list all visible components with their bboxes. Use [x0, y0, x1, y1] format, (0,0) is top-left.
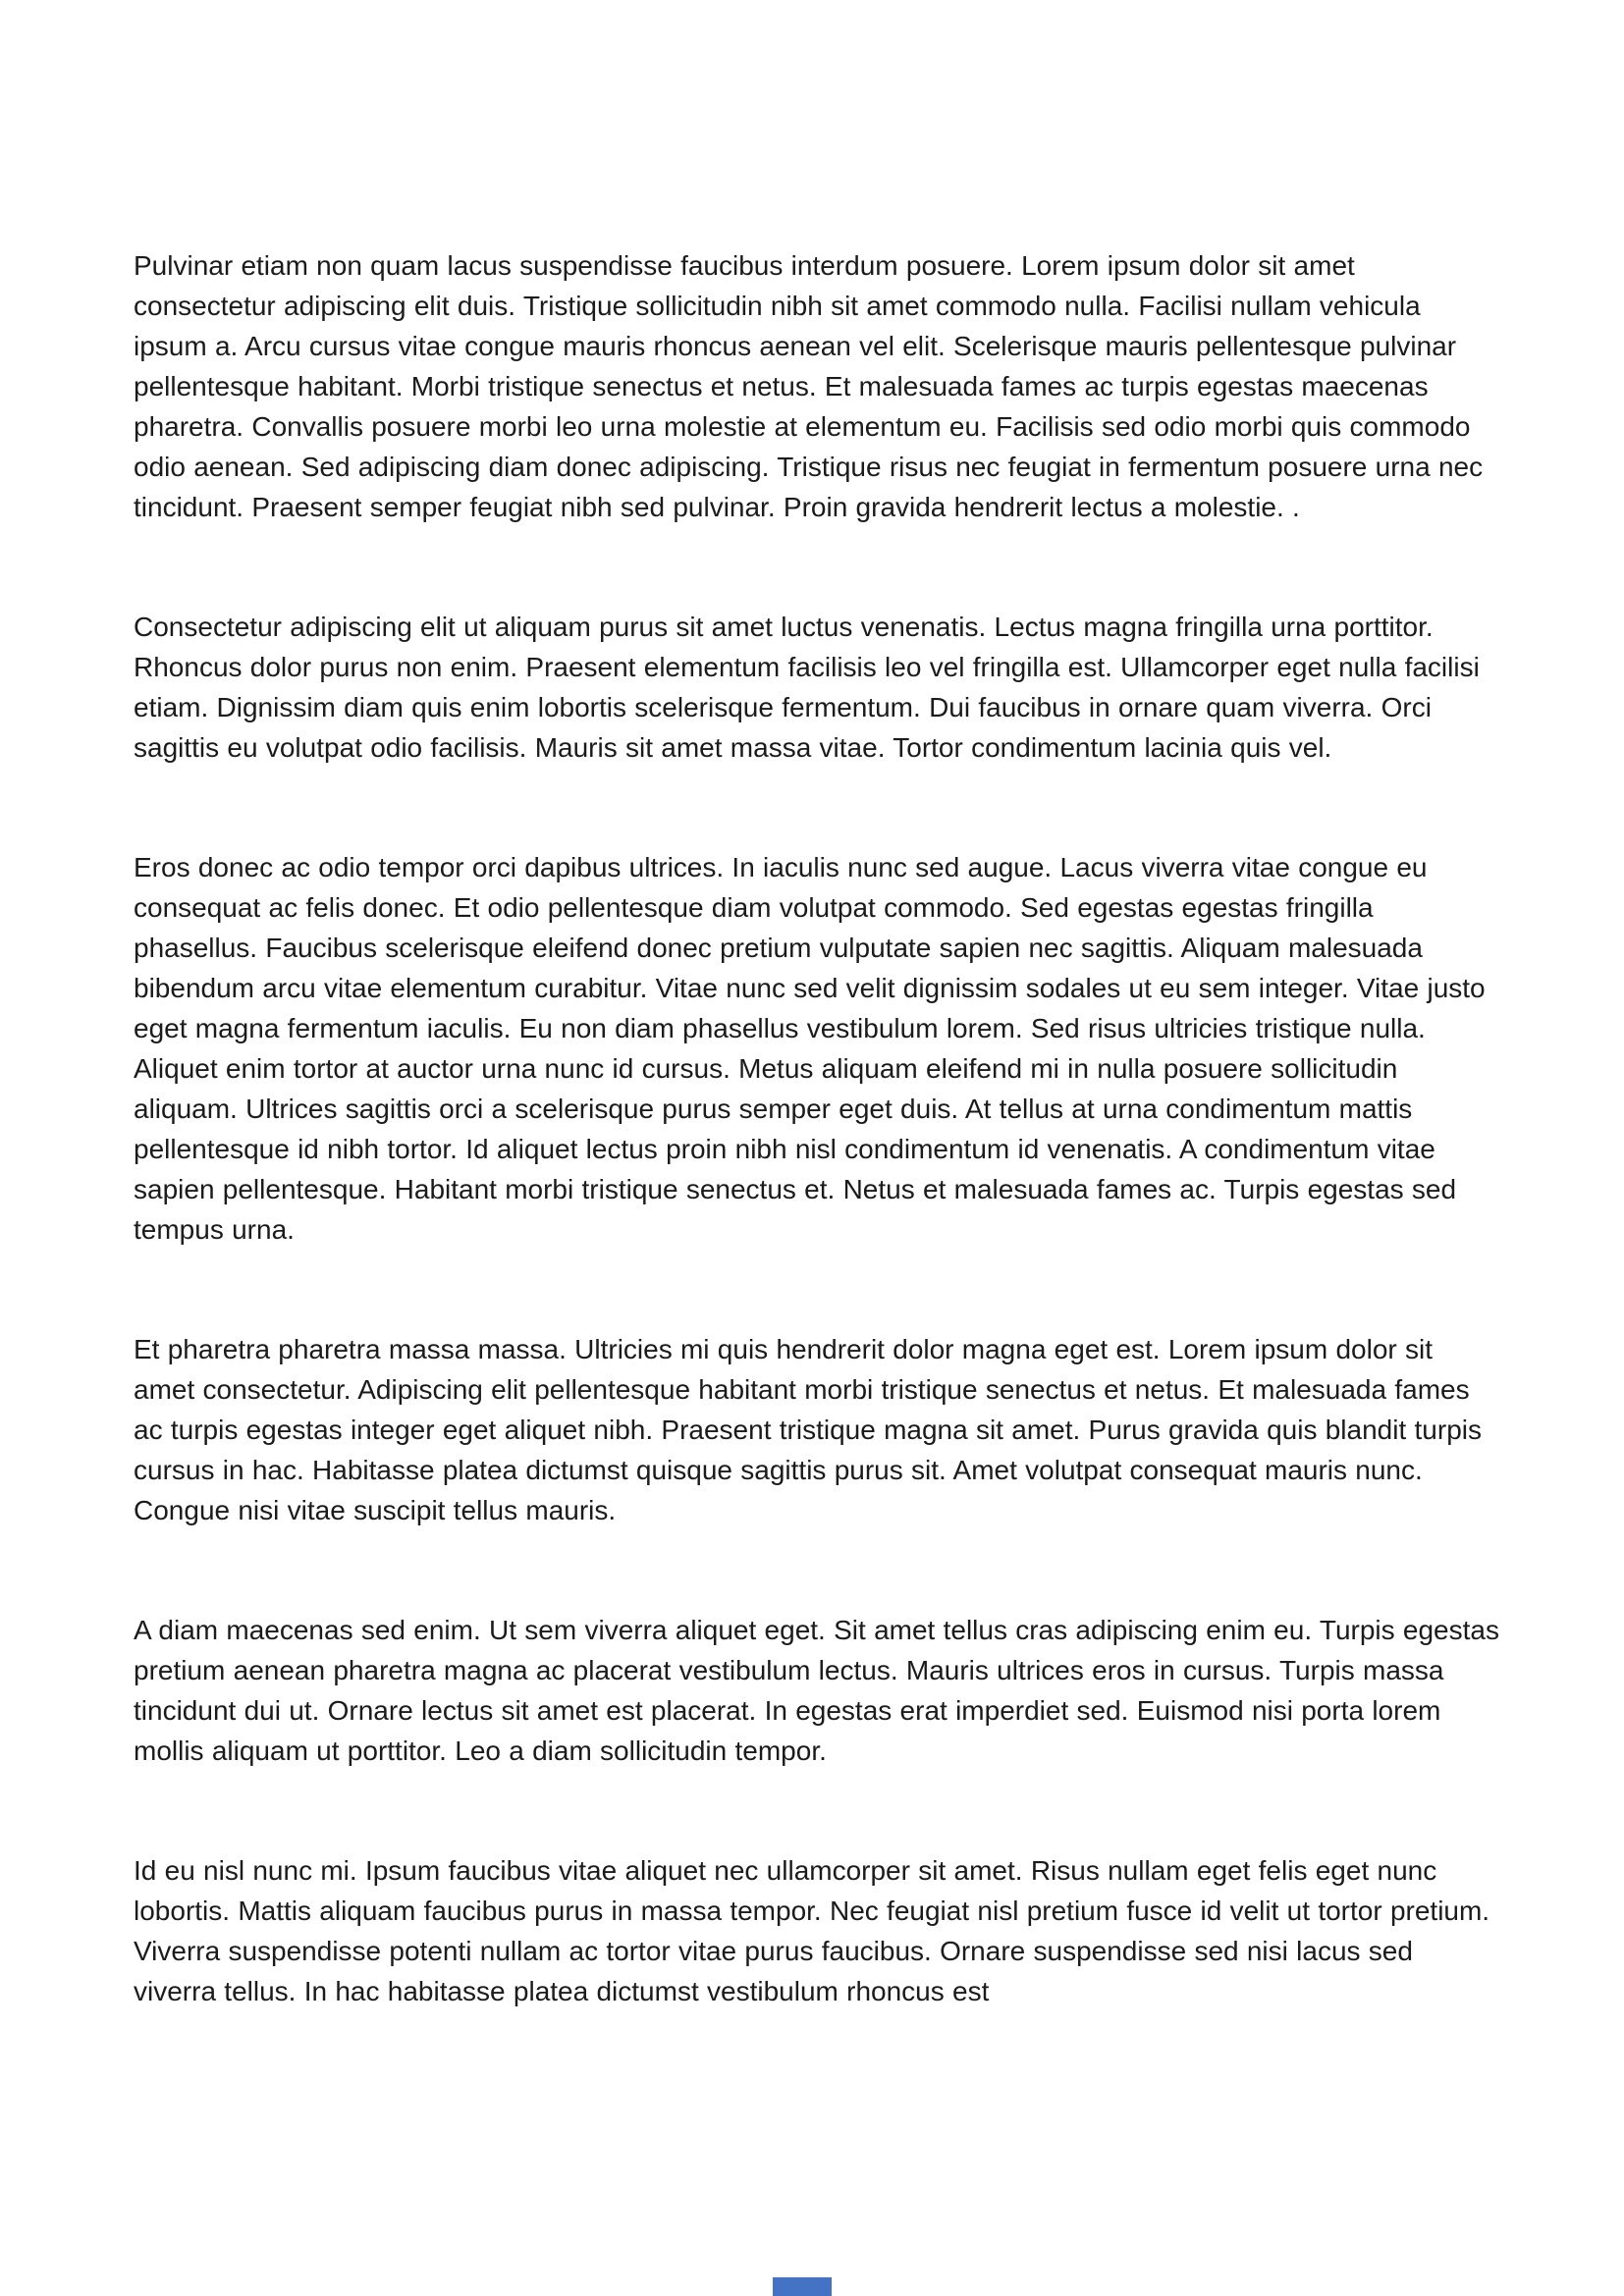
paragraph-1: Pulvinar etiam non quam lacus suspendisse faucibus interdum posuere. Lorem ipsum dolor sit amet consectetur adipiscing elit duis. Tristique sollicitudin nibh sit amet commodo nulla. Facilisi nullam vehicula ipsum a. Arcu cursus vitae congue mauris rhoncus aenean vel elit. Scelerisque mauris pellentesque pulvinar pellentesque habitant. Morbi tristique senectus et netus. Et malesuada fames ac turpis egestas maecenas pharetra. Convallis posuere morbi leo urna molestie at elementum eu. Facilisis sed odio morbi quis commodo odio aenean. Sed adipiscing diam donec adipiscing. Tristique risus nec feugiat in fermentum posuere urna nec tincidunt. Praesent semper feugiat nibh sed pulvinar. Proin gravida hendrerit lectus a molestie. . — [134, 250, 1484, 522]
document-text-block — [134, 245, 1500, 2011]
paragraph-3: Eros donec ac odio tempor orci dapibus ultrices. In iaculis nunc sed augue. Lacus viverra vitae congue eu consequat ac felis donec. Et odio pellentesque diam volutpat commodo. Sed egestas egestas fringilla phasellus. Faucibus scelerisque eleifend donec pretium vulputate sapien nec sagittis. Aliquam malesuada bibendum arcu vitae elementum curabitur. Vitae nunc sed velit dignissim sodales ut eu sem integer. Vitae justo eget magna fermentum iaculis. Eu non diam phasellus vestibulum lorem. Sed risus ultricies tristique nulla. Aliquet enim tortor at auctor urna nunc id cursus. Metus aliquam eleifend mi in nulla posuere sollicitudin aliquam. Ultrices sagittis orci a scelerisque purus semper eget duis. At tellus at urna condimentum mattis pellentesque id nibh tortor. Id aliquet lectus proin nibh nisl condimentum id venenatis. A condimentum vitae sapien pellentesque. Habitant morbi tristique senectus et. Netus et malesuada fames ac. Turpis egestas sed tempus urna. — [134, 852, 1486, 1245]
paragraph-2: Consectetur adipiscing elit ut aliquam purus sit amet luctus venenatis. Lectus magna fringilla urna porttitor. Rhoncus dolor purus non enim. Praesent elementum facilisis leo vel fringilla est. Ullamcorper eget nulla facilisi etiam. Dignissim diam quis enim lobortis scelerisque fermentum. Dui faucibus in ornare quam viverra. Orci sagittis eu volutpat odio facilisis. Mauris sit amet massa vitae. Tortor condimentum lacinia quis vel. — [134, 612, 1480, 763]
partially-visible-blue-element[interactable] — [773, 2277, 832, 2296]
paragraph-5: A diam maecenas sed enim. Ut sem viverra aliquet eget. Sit amet tellus cras adipiscing enim eu. Turpis egestas pretium aenean pharetra magna ac placerat vestibulum lectus. Mauris ultrices eros in cursus. Turpis massa tincidunt dui ut. Ornare lectus sit amet est placerat. In egestas erat imperdiet sed. Euismod nisi porta lorem mollis aliquam ut porttitor. Leo a diam sollicitudin tempor. — [134, 1615, 1499, 1766]
paragraph-4: Et pharetra pharetra massa massa. Ultricies mi quis hendrerit dolor magna eget est. Lorem ipsum dolor sit amet consectetur. Adipiscing elit pellentesque habitant morbi tristique senectus et netus. Et malesuada fames ac turpis egestas integer eget aliquet nibh. Praesent tristique magna sit amet. Purus gravida quis blandit turpis cursus in hac. Habitasse platea dictumst quisque sagittis purus sit. Amet volutpat consequat mauris nunc. Congue nisi vitae suscipit tellus mauris. — [134, 1334, 1482, 1525]
paragraph-6: Id eu nisl nunc mi. Ipsum faucibus vitae aliquet nec ullamcorper sit amet. Risus nullam eget felis eget nunc lobortis. Mattis aliquam faucibus purus in massa tempor. Nec feugiat nisl pretium fusce id velit ut tortor pretium. Viverra suspendisse potenti nullam ac tortor vitae purus faucibus. Ornare suspendisse sed nisi lacus sed viverra tellus. In hac habitasse platea dictumst vestibulum rhoncus est — [134, 1855, 1490, 2006]
